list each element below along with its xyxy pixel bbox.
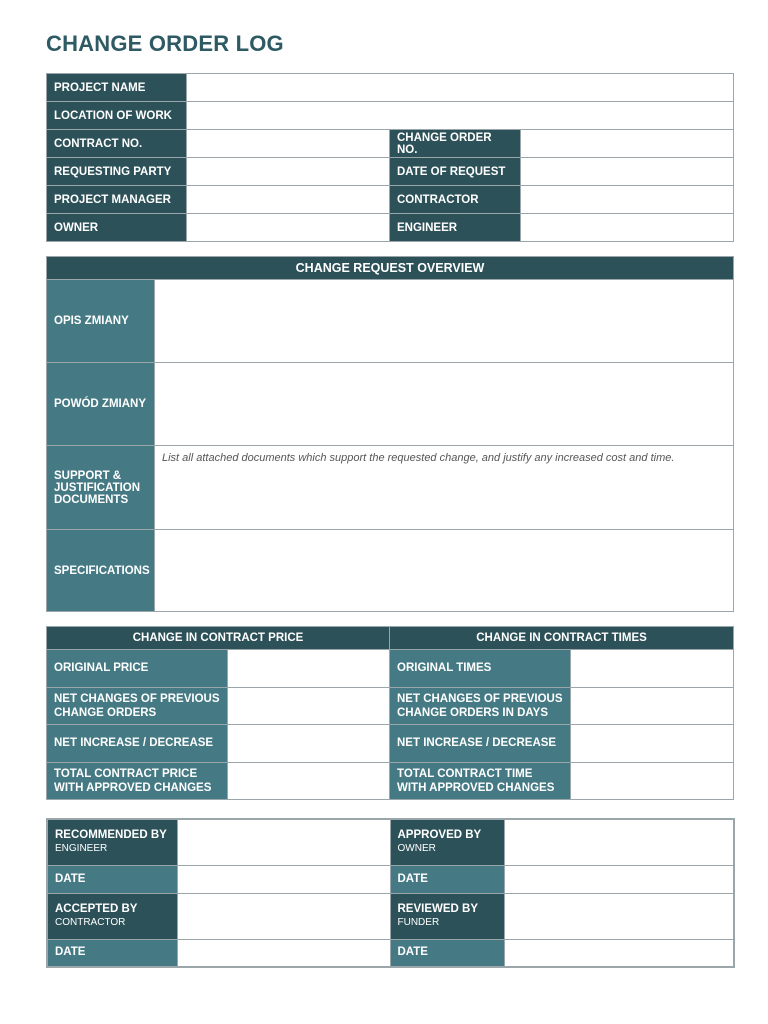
project-manager-field[interactable] (187, 186, 390, 214)
total-contract-time-label: TOTAL CONTRACT TIME WITH APPROVED CHANGES (390, 762, 571, 800)
requesting-party-field[interactable] (187, 158, 390, 186)
approved-by-label (390, 819, 504, 865)
accepted-by-label (47, 893, 177, 939)
contract-times-header: CHANGE IN CONTRACT TIMES (390, 627, 734, 650)
recommended-by-signature-field[interactable] (177, 819, 390, 865)
accepted-by-signature-field[interactable] (177, 893, 390, 939)
approved-date-label: DATE (390, 865, 504, 893)
contractor-field[interactable] (521, 186, 734, 214)
owner-field[interactable] (187, 214, 390, 242)
signatures-table (46, 818, 735, 968)
reason-label: POWÓD ZMIANY (47, 363, 155, 446)
net-increase-price-field[interactable] (228, 725, 390, 763)
original-times-label: ORIGINAL TIMES (390, 650, 571, 688)
total-contract-price-field[interactable] (228, 762, 390, 800)
change-request-overview-table (46, 256, 734, 612)
original-price-field[interactable] (228, 650, 390, 688)
change-order-no-label: CHANGE ORDER NO. (390, 130, 521, 158)
project-manager-label: PROJECT MANAGER (47, 186, 187, 214)
accepted-by-role: CONTRACTOR (55, 917, 126, 928)
specifications-label: SPECIFICATIONS (47, 530, 155, 612)
recommended-by-role: ENGINEER (55, 843, 108, 855)
reviewed-date-field[interactable] (504, 939, 734, 967)
net-increase-price-label: NET INCREASE / DECREASE (47, 725, 228, 763)
description-label: OPIS ZMIANY (47, 280, 155, 363)
recommended-by-label (47, 819, 177, 865)
reason-field[interactable] (155, 363, 734, 446)
original-times-field[interactable] (571, 650, 734, 688)
approved-by-title: APPROVED BY (397, 829, 482, 842)
contract-no-field[interactable] (187, 130, 390, 158)
project-info-table (46, 73, 734, 242)
net-increase-times-field[interactable] (571, 725, 734, 763)
reviewed-by-signature-field[interactable] (504, 893, 734, 939)
date-of-request-label: DATE OF REQUEST (390, 158, 521, 186)
accepted-date-label: DATE (47, 939, 177, 967)
net-changes-days-field[interactable] (571, 687, 734, 725)
engineer-label: ENGINEER (390, 214, 521, 242)
specifications-field[interactable] (155, 530, 734, 612)
approved-date-field[interactable] (504, 865, 734, 893)
contract-changes-table (46, 626, 734, 800)
owner-label: OWNER (47, 214, 187, 242)
project-name-label: PROJECT NAME (47, 74, 187, 102)
recommended-by-title: RECOMMENDED BY (55, 829, 167, 842)
reviewed-date-label: DATE (390, 939, 504, 967)
net-increase-times-label: NET INCREASE / DECREASE (390, 725, 571, 763)
accepted-by-title: ACCEPTED BY (55, 903, 138, 915)
accepted-date-field[interactable] (177, 939, 390, 967)
approved-by-role: OWNER (397, 843, 436, 855)
requesting-party-label: REQUESTING PARTY (47, 158, 187, 186)
engineer-field[interactable] (521, 214, 734, 242)
net-changes-days-label: NET CHANGES OF PREVIOUS CHANGE ORDERS IN DAYS (390, 687, 571, 725)
recommended-date-field[interactable] (177, 865, 390, 893)
contract-no-label: CONTRACT NO. (47, 130, 187, 158)
description-field[interactable] (155, 280, 734, 363)
contractor-label: CONTRACTOR (390, 186, 521, 214)
reviewed-by-title: REVIEWED BY (397, 903, 479, 915)
approved-by-signature-field[interactable] (504, 819, 734, 865)
net-changes-price-label: NET CHANGES OF PREVIOUS CHANGE ORDERS (47, 687, 228, 725)
reviewed-by-label (390, 893, 504, 939)
project-name-field[interactable] (187, 74, 734, 102)
date-of-request-field[interactable] (521, 158, 734, 186)
reviewed-by-role: FUNDER (397, 917, 440, 928)
original-price-label: ORIGINAL PRICE (47, 650, 228, 688)
contract-price-header: CHANGE IN CONTRACT PRICE (47, 627, 390, 650)
recommended-date-label: DATE (47, 865, 177, 893)
total-contract-time-field[interactable] (571, 762, 734, 800)
total-contract-price-label: TOTAL CONTRACT PRICE WITH APPROVED CHANGES (47, 762, 228, 800)
net-changes-price-field[interactable] (228, 687, 390, 725)
location-of-work-label: LOCATION OF WORK (47, 102, 187, 130)
change-order-no-field[interactable] (521, 130, 734, 158)
page-title: CHANGE ORDER LOG (46, 31, 284, 56)
overview-header: CHANGE REQUEST OVERVIEW (47, 257, 734, 280)
support-documents-field[interactable]: List all attached documents which support the requested change, and justify any increased cost and time. (155, 446, 734, 530)
location-of-work-field[interactable] (187, 102, 734, 130)
support-documents-label: SUPPORT & JUSTIFICATION DOCUMENTS (47, 446, 155, 530)
